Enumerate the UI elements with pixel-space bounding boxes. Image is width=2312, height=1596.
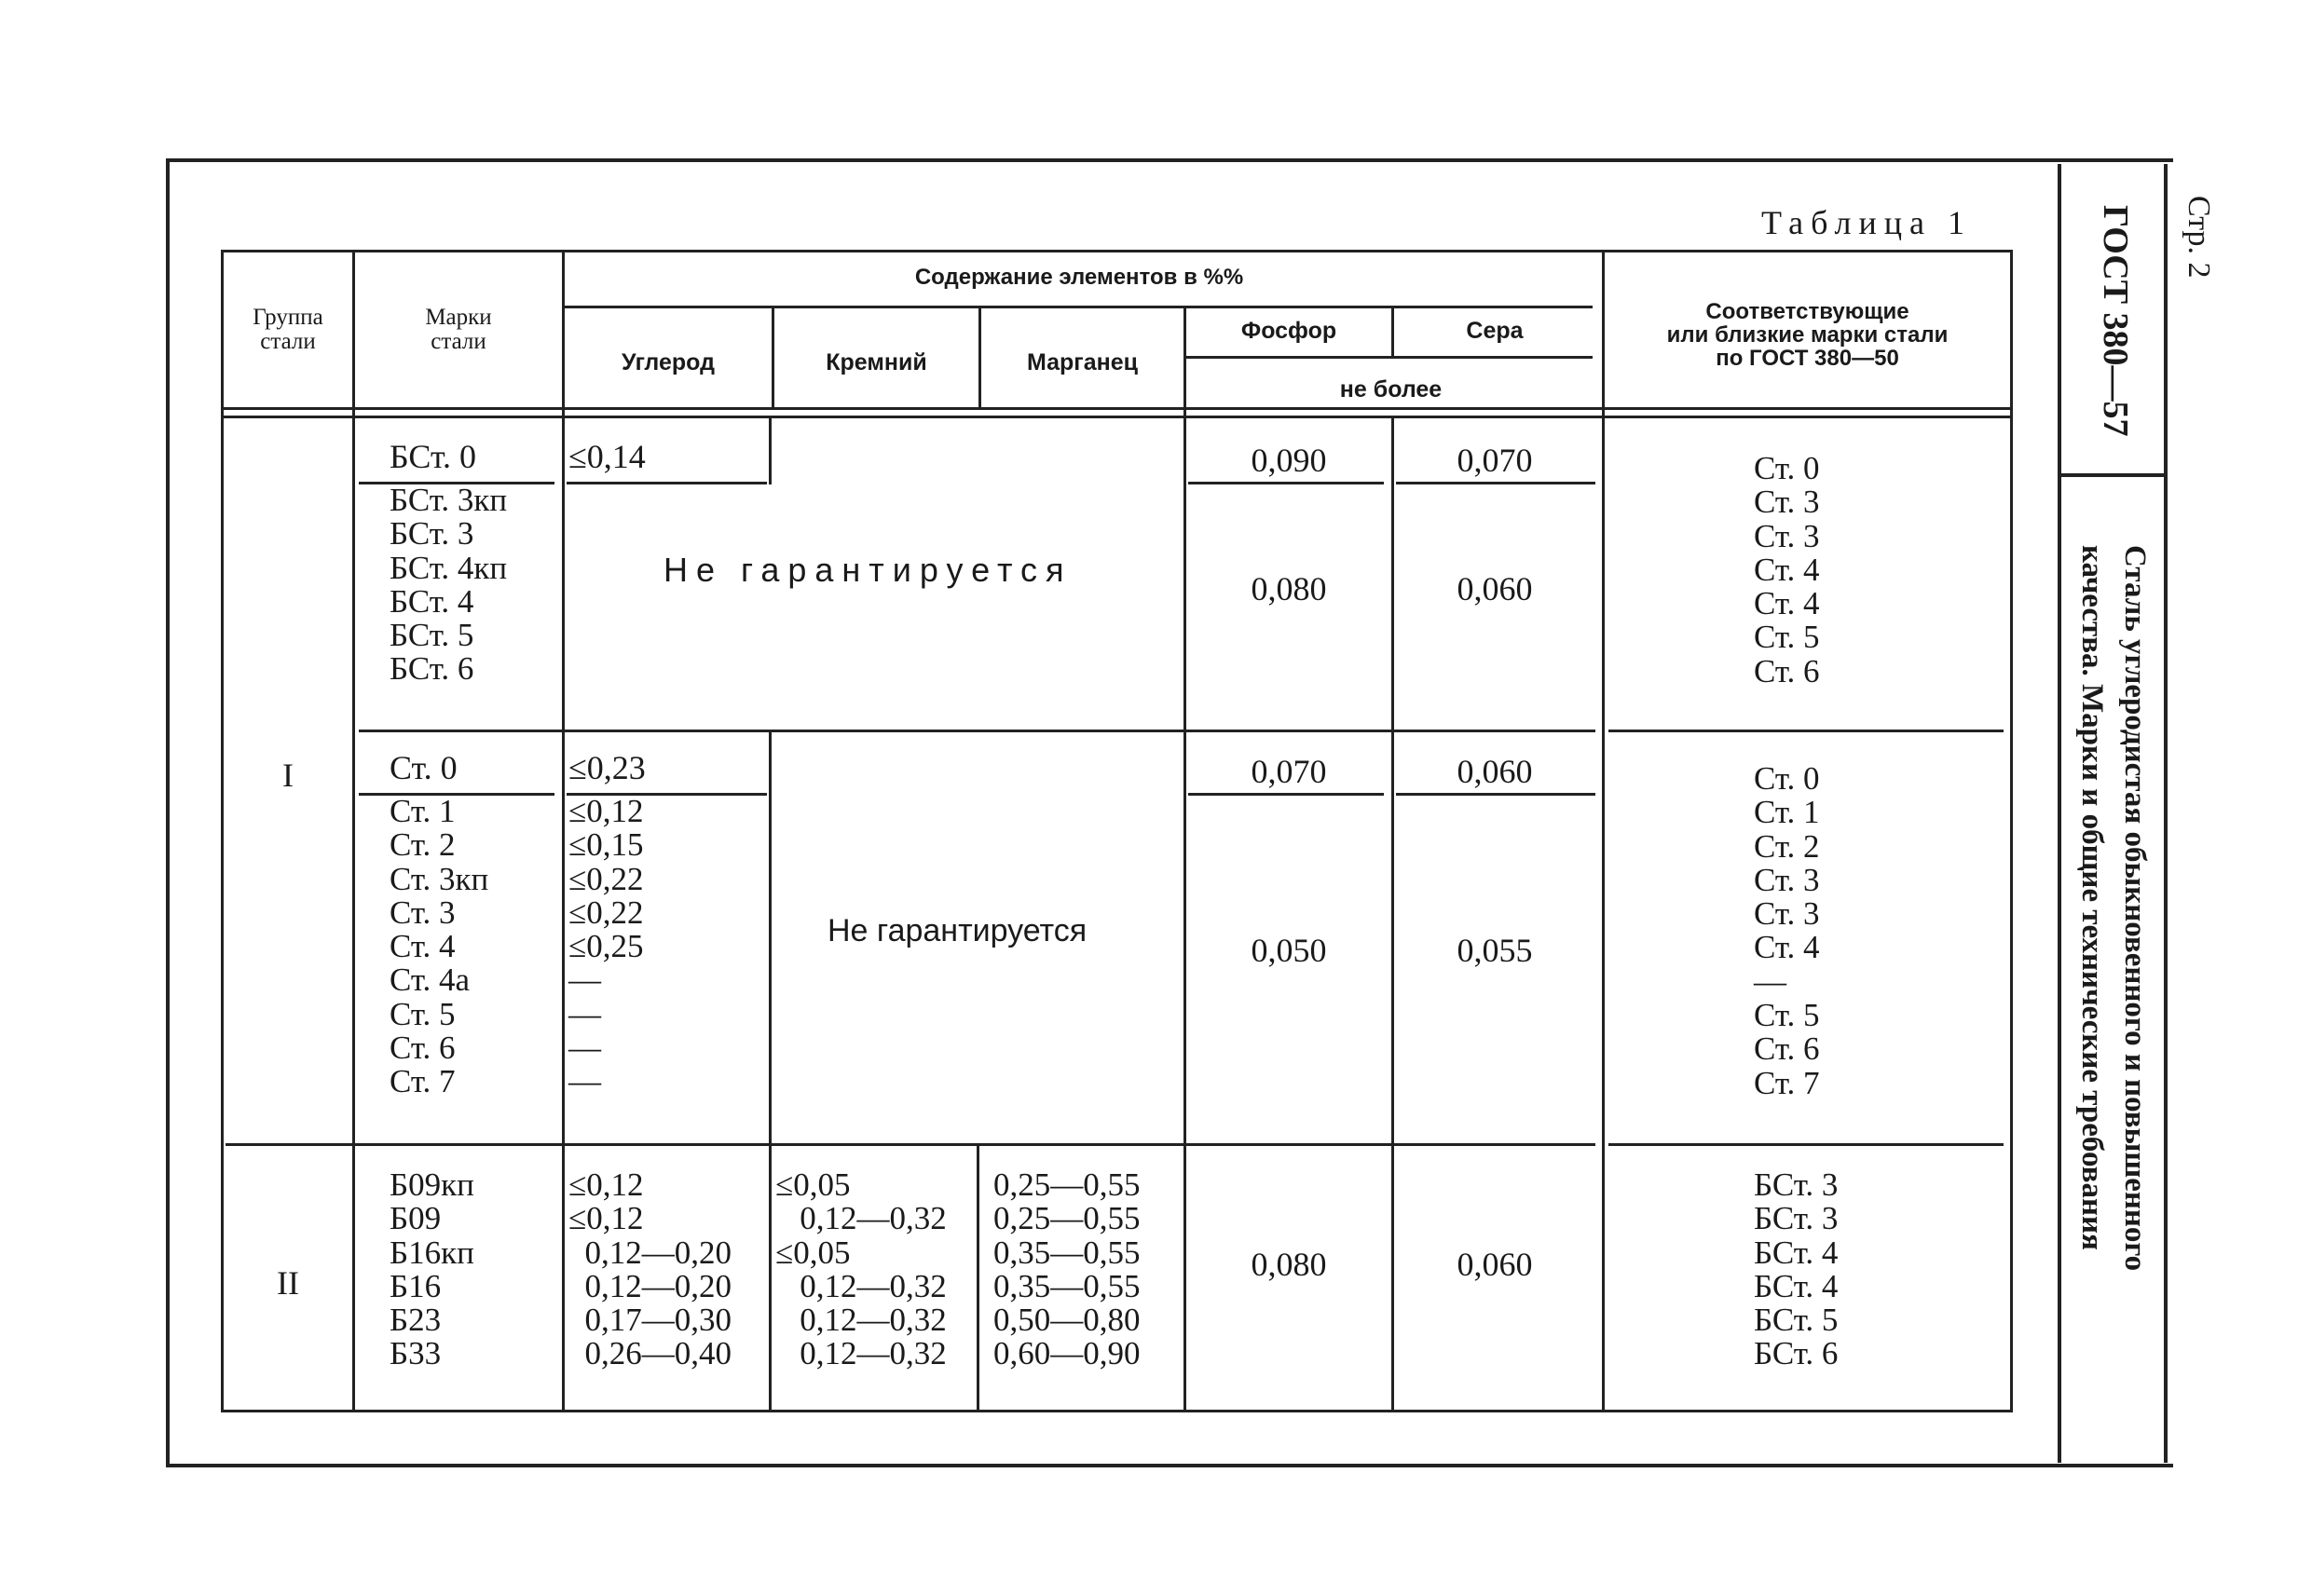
carbon-block-b: ≤0,12 ≤0,15 ≤0,22 ≤0,22 ≤0,25 — — — — [568,793,644,1100]
sulfur-st0: 0,060 [1457,753,1533,790]
header-equivalent: Соответствующие или близкие марки стали по ГОСТ 380—50 [1666,299,1949,371]
carbon-st0: ≤0,23 [568,749,646,786]
carbon-group-2: ≤0,12 ≤0,12 0,12—0,20 0,12—0,20 0,17—0,30 0,26—0,40 [568,1166,732,1372]
document-title-line2: качества. Марки и общие технические требования [2075,545,2109,1250]
sulfur-block-b: 0,055 [1457,932,1533,969]
not-guaranteed-b: Не гарантируется [828,913,1088,948]
not-guaranteed-a: Не гарантируется [664,551,1073,589]
manganese-group-2: 0,25—0,55 0,25—0,55 0,35—0,55 0,35—0,55 0,50—0,80 0,60—0,90 [993,1166,1141,1372]
header-content: Содержание элементов в %% [914,265,1244,290]
table-title: Таблица 1 [1761,204,1972,241]
sulfur-block-a: 0,060 [1457,570,1533,607]
document-title-line1: Сталь углеродистая обыкновенного и повышенного [2118,545,2152,1272]
phosphorus-group-2: 0,080 [1251,1246,1327,1283]
phosphorus-block-a: 0,080 [1251,570,1327,607]
side-separator [2061,473,2166,477]
grade-st0: Ст. 0 [390,749,458,786]
header-carbon: Углерод [622,349,715,375]
sulfur-bst0: 0,070 [1457,442,1533,479]
grade-bst0: БСт. 0 [390,438,476,475]
phosphorus-block-b: 0,050 [1251,932,1327,969]
page-number: Стр. 2 [2182,196,2216,279]
sulfur-group-2: 0,060 [1457,1246,1533,1283]
phosphorus-st0: 0,070 [1251,753,1327,790]
grades-block-b: Ст. 1 Ст. 2 Ст. 3кп Ст. 3 Ст. 4 Ст. 4а Ст. 5 Ст. 6 Ст. 7 [390,793,489,1100]
equivalents-block-a: Ст. 0 Ст. 3 Ст. 3 Ст. 4 Ст. 4 Ст. 5 Ст. 6 [1754,450,1820,689]
standard-code: ГОСТ 380—57 [2096,205,2135,437]
document-title [2071,545,2156,1271]
equivalents-block-b: Ст. 0 Ст. 1 Ст. 2 Ст. 3 Ст. 3 Ст. 4 — Ст. 5 Ст. 6 Ст. 7 [1754,760,1820,1101]
grades-block-a: БСт. 3кп БСт. 3 БСт. 4кп БСт. 4 БСт. 5 БСт. 6 [390,482,508,688]
header-silicon: Кремний [826,349,927,375]
header-group: Группа стали [253,305,323,354]
grades-group-2: Б09кп Б09 Б16кп Б16 Б23 Б33 [390,1166,474,1372]
header-manganese: Марганец [1027,349,1138,375]
frame-right-edge [2164,164,2168,1463]
header-phosphorus: Фосфор [1240,318,1337,344]
group-1-label: I [282,757,294,794]
frame-divider [2058,164,2061,1463]
header-sulfur: Сера [1466,318,1524,344]
header-grades: Марки стали [425,305,492,354]
phosphorus-bst0: 0,090 [1251,442,1327,479]
header-no-more: не более [1339,376,1443,402]
silicon-group-2: ≤0,05 0,12—0,32 ≤0,05 0,12—0,32 0,12—0,32 0,12—0,32 [775,1166,947,1372]
carbon-bst0: ≤0,14 [568,438,646,475]
equivalents-group-2: БСт. 3 БСт. 3 БСт. 4 БСт. 4 БСт. 5 БСт. 6 [1754,1166,1839,1372]
group-2-label: II [277,1264,299,1302]
